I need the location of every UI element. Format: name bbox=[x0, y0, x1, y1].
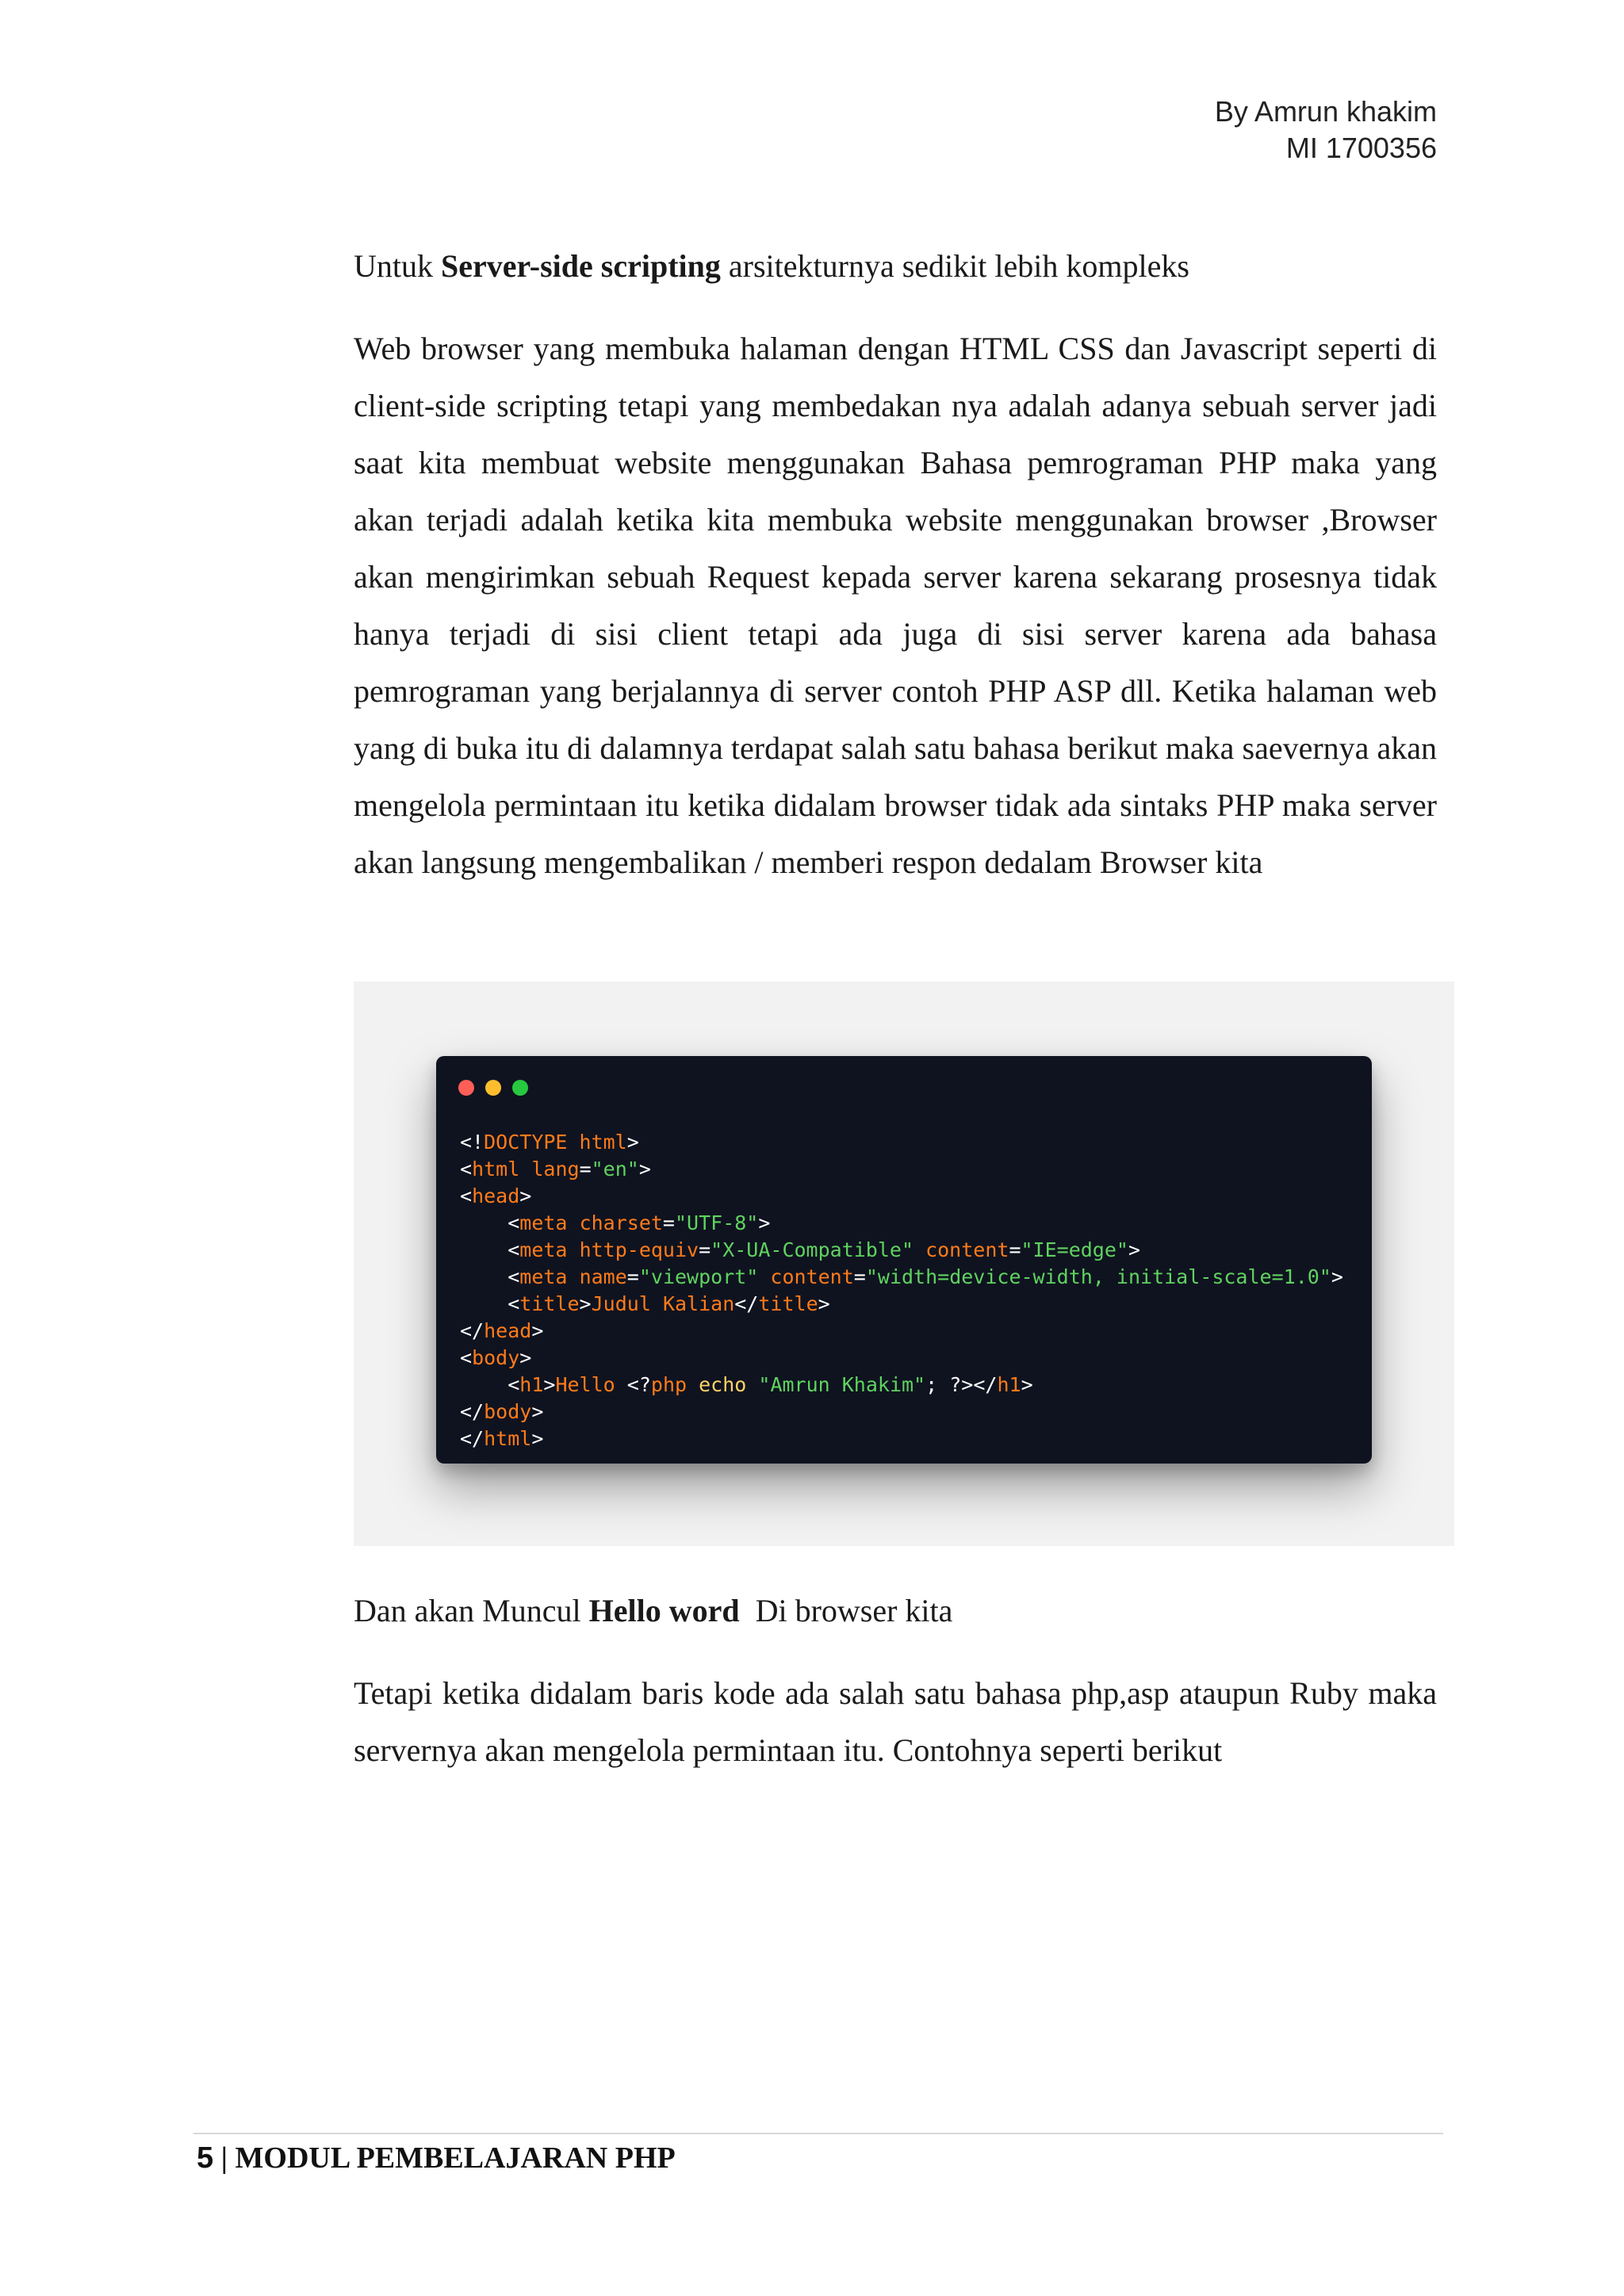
result-line bbox=[354, 1582, 1437, 1640]
result-suffix: Di browser kita bbox=[739, 1593, 953, 1628]
intro-prefix: Untuk bbox=[354, 248, 441, 284]
code-block: <!DOCTYPE html> <html lang="en"> <head> <meta charset="UTF-8"> <meta http-equiv="X-UA-Compatible" content="IE=edge"> <meta name="viewport" content="width=device-width, initial-scale=1.0"> <title>Judul Kalian</title> </head> <body> <h1>Hello <?php echo "Amrun Khakim"; ?></h1> </body> </html> bbox=[460, 1131, 1343, 1450]
page-number: 5 bbox=[197, 2141, 214, 2175]
body-paragraph-2: Tetapi ketika didalam baris kode ada salah satu bahasa php,asp ataupun Ruby maka servernya akan mengelola permintaan itu. Contohnya seperti berikut bbox=[354, 1675, 1437, 1768]
intro-suffix: arsitekturnya sedikit lebih kompleks bbox=[720, 248, 1189, 284]
author-name: By Amrun khakim bbox=[1214, 95, 1437, 128]
page-header bbox=[1215, 94, 1437, 166]
footer-divider bbox=[193, 2133, 1443, 2134]
maximize-dot-icon bbox=[512, 1080, 528, 1096]
result-bold-term: Hello word bbox=[588, 1593, 740, 1628]
module-title: MODUL PEMBELAJARAN PHP bbox=[235, 2141, 676, 2175]
code-screenshot bbox=[354, 982, 1454, 1546]
page-footer bbox=[197, 2141, 676, 2175]
secondary-content bbox=[354, 1582, 1437, 1779]
main-content bbox=[354, 238, 1437, 891]
close-dot-icon bbox=[458, 1080, 474, 1096]
result-prefix: Dan akan Muncul bbox=[354, 1593, 589, 1628]
student-id: MI 1700356 bbox=[1285, 132, 1437, 164]
footer-separator: | bbox=[213, 2141, 236, 2175]
body-paragraph-1: Web browser yang membuka halaman dengan HTML CSS dan Javascript seperti di client-side scripting tetapi yang membedakan nya adalah adanya sebuah server jadi saat kita membuat website menggunakan Bahasa pemrograman PHP maka yang akan terjadi adalah ketika kita membuka website menggunakan browser ,Browser akan mengirimkan sebuah Request kepada server karena sekarang prosesnya tidak hanya terjadi di sisi client tetapi ada juga di sisi server karena ada bahasa pemrograman yang berjalannya di server contoh PHP ASP dll. Ketika halaman web yang di buka itu di dalamnya terdapat salah satu bahasa berikut maka saevernya akan mengelola permintaan itu ketika didalam browser tidak ada sintaks PHP maka server akan langsung mengembalikan / memberi respon dedalam Browser kita bbox=[354, 331, 1437, 880]
intro-bold-term: Server-side scripting bbox=[441, 248, 721, 284]
minimize-dot-icon bbox=[485, 1080, 501, 1096]
code-window bbox=[436, 1056, 1372, 1464]
intro-line bbox=[354, 238, 1437, 295]
window-controls bbox=[458, 1080, 539, 1100]
